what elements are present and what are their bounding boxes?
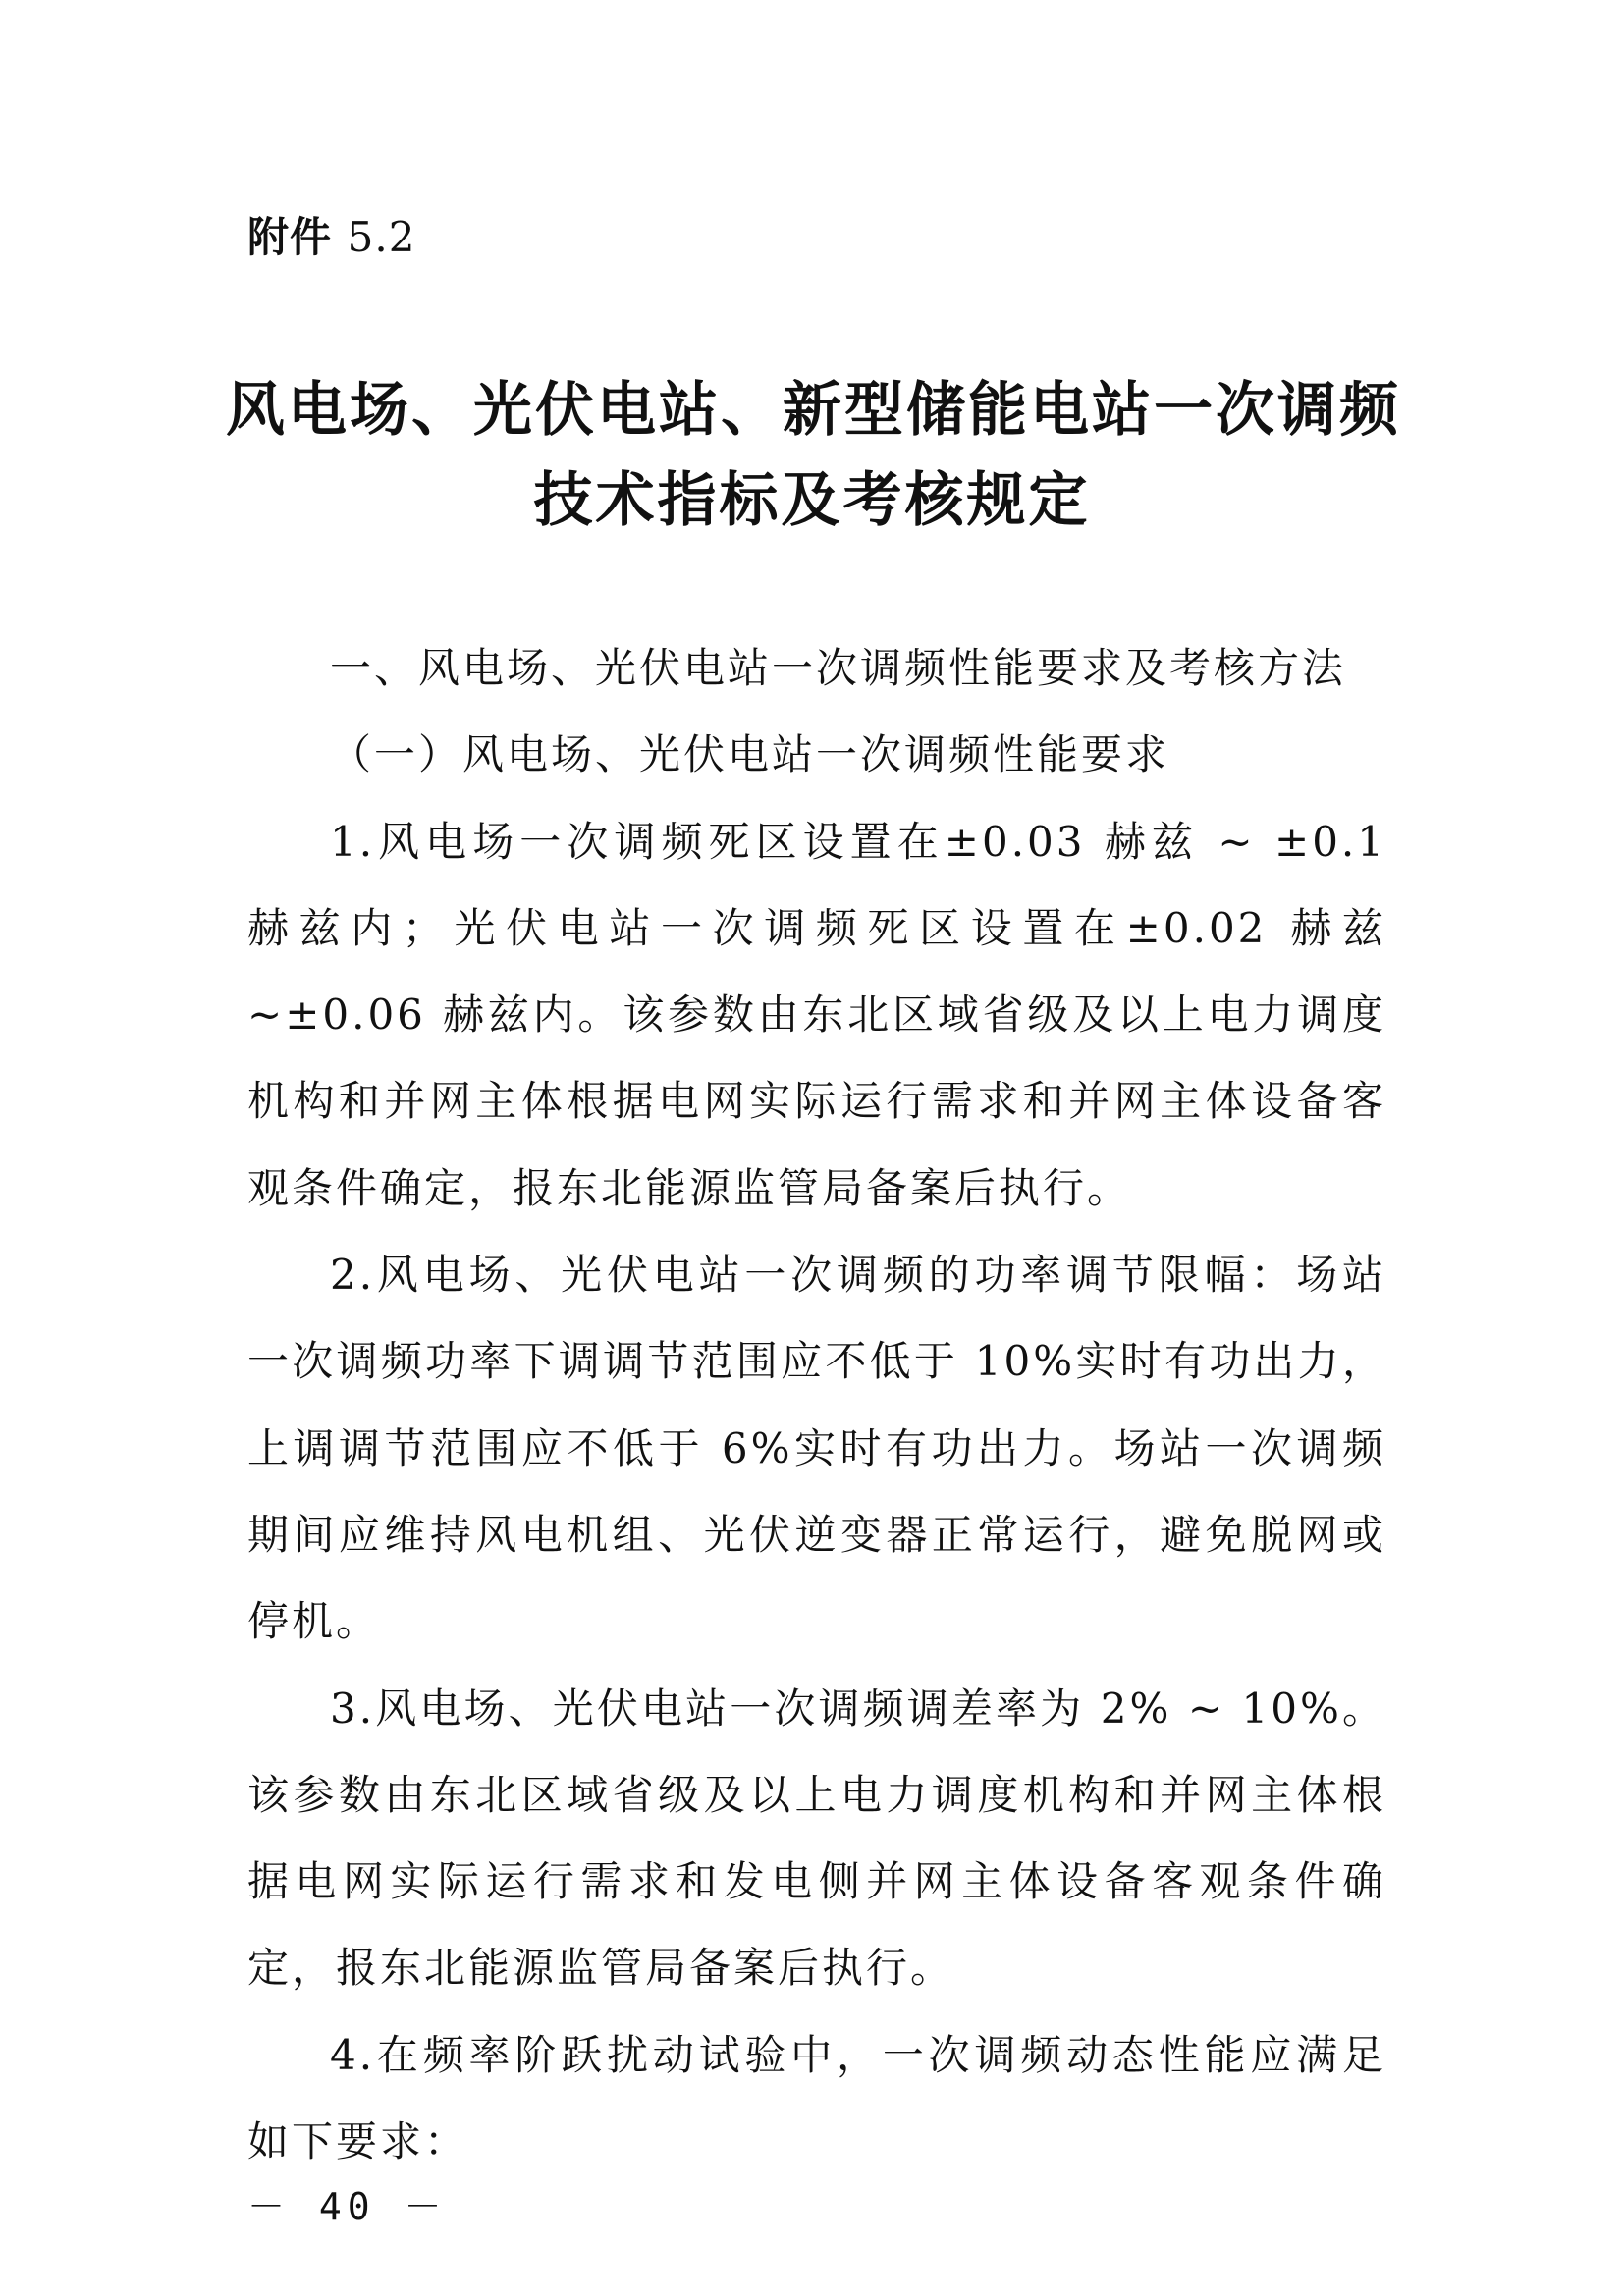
paragraph-item-2: 2.风电场、光伏电站一次调频的功率调节限幅：场站一次调频功率下调调节范围应不低于 10%实时有功出力，上调调节范围应不低于 6%实时有功出力。场站一次调频期间应维持风电机组、光伏逆变器正常运行，避免脱网或停机。 [247, 1251, 1386, 1646]
attachment-label [247, 208, 415, 267]
document-title-line-2: 技术指标及考核规定 [533, 466, 1091, 535]
paragraph-item-3: 3.风电场、光伏电站一次调频调差率为 2% ~ 10%。该参数由东北区域省级及以上电力调度机构和并网主体根据电网实际运行需求和发电侧并网主体设备客观条件确定，报东北能源监管局备案后执行。 [247, 1683, 1386, 1993]
attachment-label-text: 附件 [247, 213, 333, 261]
attachment-number: 5.2 [347, 213, 416, 261]
document-body [247, 625, 1386, 2185]
paragraph-item-4: 4.在频率阶跃扰动试验中，一次调频动态性能应满足如下要求： [247, 2030, 1386, 2166]
document-title [226, 365, 1401, 546]
paragraph-item-1: 1.风电场一次调频死区设置在±0.03 赫兹 ~ ±0.1 赫兹内；光伏电站一次调频死区设置在±0.02 赫兹~±0.06 赫兹内。该参数由东北区域省级及以上电力调度机构和并网主体根据电网实际运行需求和并网主体设备客观条件确定，报东北能源监管局备案后执行。 [247, 817, 1386, 1212]
document-title-line-1: 风电场、光伏电站、新型储能电站一次调频 [226, 376, 1401, 445]
section-heading: 一、风电场、光伏电站一次调频性能要求及考核方法 [330, 644, 1347, 692]
page-number: － 40 － [247, 2185, 448, 2228]
subsection-heading: （一）风电场、光伏电站一次调频性能要求 [330, 730, 1170, 779]
